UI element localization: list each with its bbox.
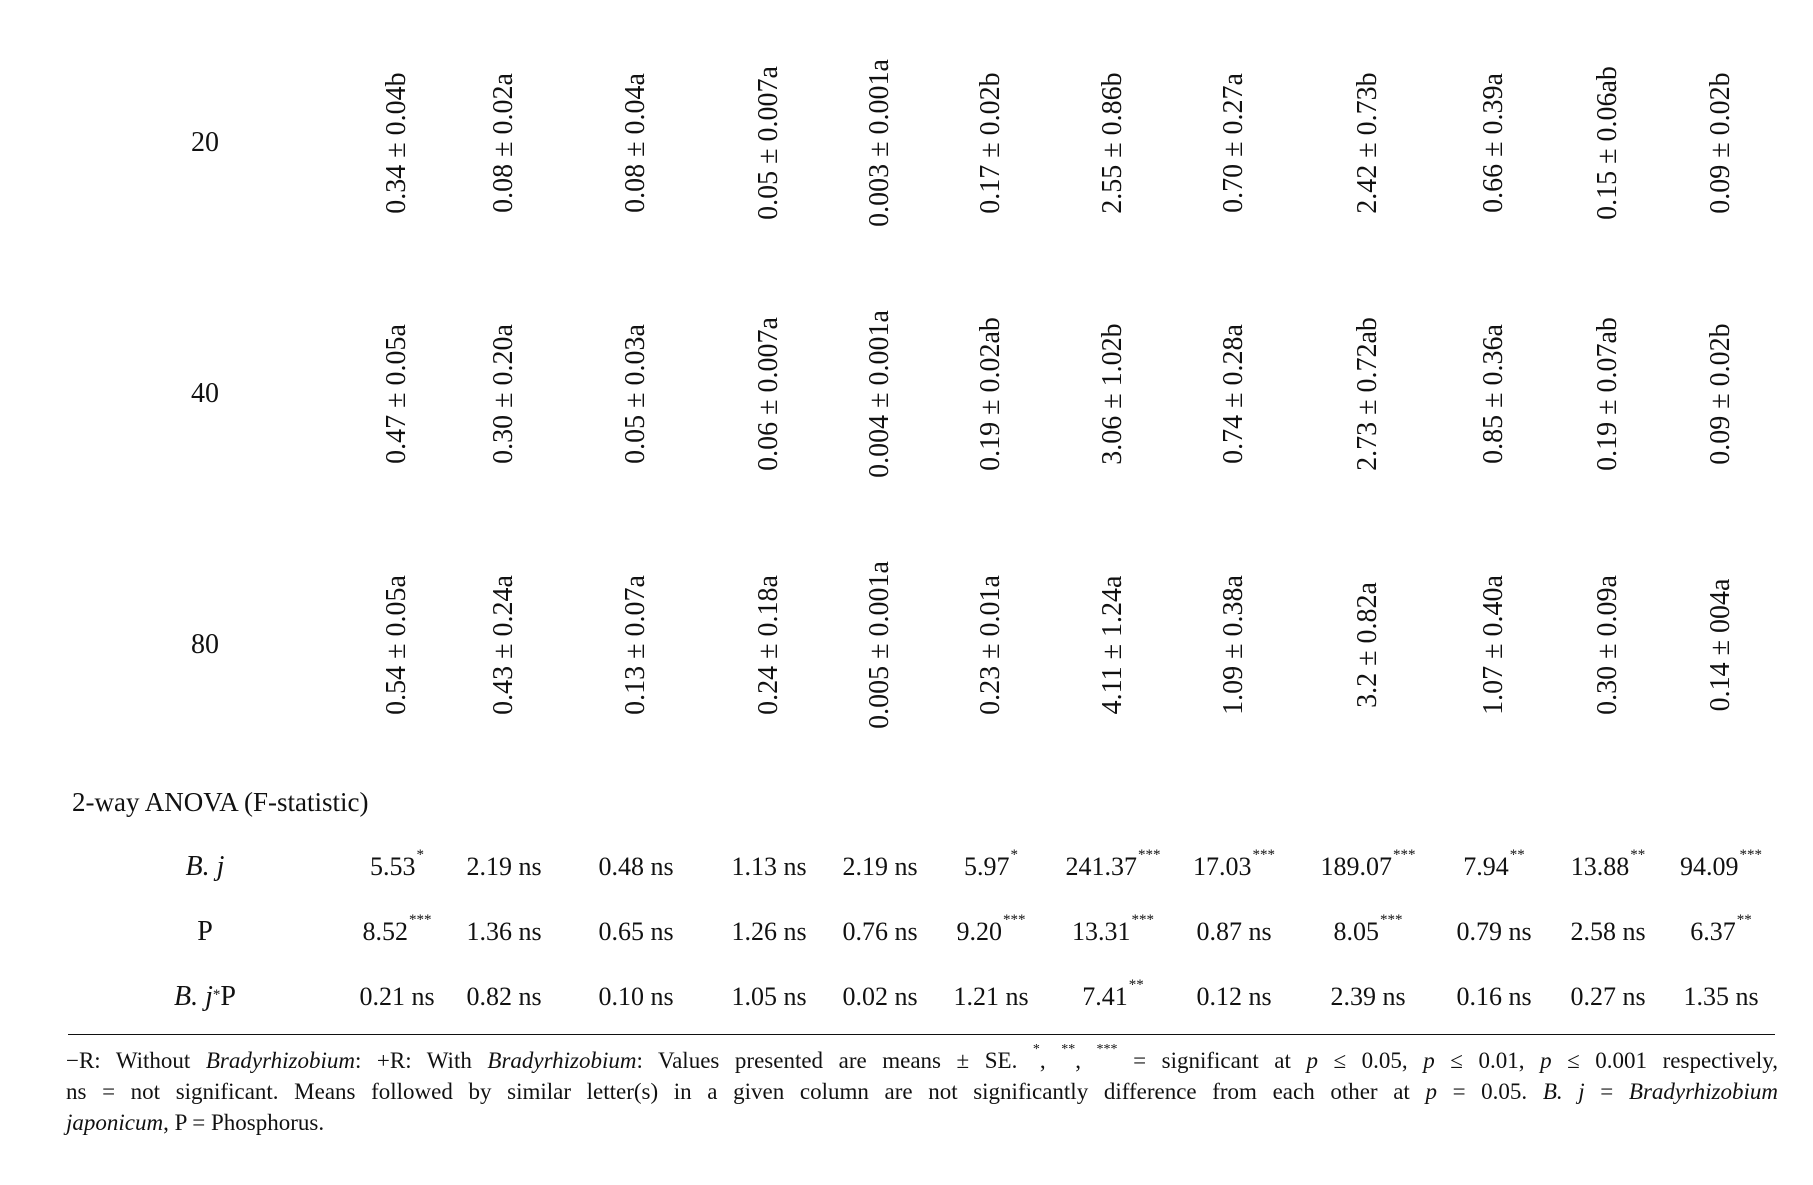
cell-value: 4.11 ± 1.24a	[1097, 575, 1128, 715]
anova-row-label	[150, 917, 260, 947]
footnote-text: −R: Without	[66, 1048, 206, 1073]
footnote-text: ≤ 0.01,	[1434, 1048, 1541, 1073]
anova-cell	[1193, 847, 1275, 882]
significance-mark: **	[1128, 977, 1144, 993]
anova-cell	[598, 852, 673, 882]
significance-mark: ***	[409, 912, 432, 928]
cell-value: 0.15 ± 0.06ab	[1592, 66, 1623, 220]
cell-value: 0.66 ± 0.39a	[1478, 73, 1509, 213]
cell-value: 1.07 ± 0.40a	[1478, 575, 1509, 715]
significance-mark: ***	[1003, 912, 1026, 928]
anova-cell	[953, 982, 1028, 1012]
f-value: 0.10 ns	[598, 982, 674, 1011]
cell-value: 0.70 ± 0.27a	[1218, 73, 1249, 213]
f-value: 9.20	[956, 917, 1002, 946]
cell-value: 0.08 ± 0.04a	[620, 73, 651, 213]
f-value: 0.27 ns	[1570, 982, 1646, 1011]
f-value: 0.76 ns	[842, 917, 918, 946]
cell-value: 3.06 ± 1.02b	[1097, 323, 1128, 465]
anova-cell	[466, 852, 541, 882]
f-value: 8.05	[1333, 917, 1379, 946]
cell-value: 0.06 ± 0.007a	[753, 317, 784, 471]
f-value: 1.05 ns	[731, 982, 807, 1011]
table-bottom-rule	[68, 1034, 1775, 1035]
cell-value: 0.30 ± 0.09a	[1592, 575, 1623, 715]
footnote-text: B. j	[1542, 1079, 1585, 1104]
anova-cell	[1320, 847, 1416, 882]
f-value: 1.26 ns	[731, 917, 807, 946]
f-value: 0.12 ns	[1196, 982, 1272, 1011]
cell-value: 0.19 ± 0.07ab	[1592, 317, 1623, 471]
footnote-text: ≤ 0.05,	[1317, 1048, 1424, 1073]
footnote-text: Bradyrhizobium	[487, 1048, 637, 1073]
anova-label-text: P	[197, 916, 213, 947]
anova-cell	[1065, 847, 1161, 882]
footnote-text: p	[1425, 1079, 1437, 1104]
anova-cell	[1082, 977, 1144, 1012]
significance-mark: **	[1736, 912, 1752, 928]
f-value: 241.37	[1065, 852, 1137, 881]
significance-mark: ***	[1380, 912, 1403, 928]
anova-cell	[731, 917, 806, 947]
anova-cell	[1196, 917, 1271, 947]
cell-value: 0.34 ± 0.04b	[381, 72, 412, 214]
level-label: 40	[191, 378, 219, 409]
cell-value: 2.42 ± 0.73b	[1352, 72, 1383, 214]
cell-value: 2.73 ± 0.72ab	[1352, 317, 1383, 471]
cell-value: 0.004 ± 0.001a	[864, 310, 895, 478]
f-value: 0.21 ns	[359, 982, 435, 1011]
anova-cell	[842, 982, 917, 1012]
anova-cell	[1570, 982, 1645, 1012]
f-value: 7.94	[1463, 852, 1509, 881]
f-value: 0.02 ns	[842, 982, 918, 1011]
f-value: 1.36 ns	[466, 917, 542, 946]
level-label: 80	[191, 629, 219, 660]
significance-mark: *	[416, 847, 424, 863]
cell-value: 0.17 ± 0.02b	[975, 72, 1006, 214]
cell-value: 0.85 ± 0.36a	[1478, 324, 1509, 464]
cell-value: 0.54 ± 0.05a	[381, 575, 412, 715]
cell-value: 0.24 ± 0.18a	[753, 575, 784, 715]
cell-value: 0.13 ± 0.07a	[620, 575, 651, 715]
cell-value: 0.19 ± 0.02ab	[975, 317, 1006, 471]
f-value: 2.19 ns	[466, 852, 542, 881]
cell-value: 0.43 ± 0.24a	[488, 575, 519, 715]
f-value: 2.58 ns	[1570, 917, 1646, 946]
cell-value: 0.14 ± 004a	[1705, 578, 1736, 712]
footnote-sup: **	[1061, 1042, 1076, 1057]
anova-cell	[956, 912, 1026, 947]
f-value: 6.37	[1690, 917, 1736, 946]
significance-mark: **	[1509, 847, 1525, 863]
f-value: 2.39 ns	[1330, 982, 1406, 1011]
anova-cell	[1333, 912, 1403, 947]
anova-cell	[1456, 982, 1531, 1012]
footnote-text: : +R: With	[354, 1048, 488, 1073]
f-value: 5.97	[964, 852, 1010, 881]
cell-value: 0.30 ± 0.20a	[488, 324, 519, 464]
f-value: 8.52	[362, 917, 408, 946]
cell-value: 0.003 ± 0.001a	[864, 59, 895, 227]
anova-cell	[1072, 912, 1154, 947]
footnote-text: p	[1540, 1048, 1552, 1073]
anova-cell	[1463, 847, 1525, 882]
cell-value: 0.005 ± 0.001a	[864, 561, 895, 729]
anova-label-sup: *	[212, 987, 221, 1003]
significance-mark: **	[1630, 847, 1646, 863]
anova-cell	[964, 847, 1018, 882]
cell-value: 0.74 ± 0.28a	[1218, 324, 1249, 464]
f-value: 2.19 ns	[842, 852, 918, 881]
cell-value: 0.09 ± 0.02b	[1705, 323, 1736, 465]
f-value: 17.03	[1193, 852, 1252, 881]
anova-cell	[370, 847, 424, 882]
anova-cell	[1456, 917, 1531, 947]
footnote-sup: ***	[1096, 1042, 1118, 1057]
anova-cell	[1196, 982, 1271, 1012]
footnote-text: = significant at	[1117, 1048, 1307, 1073]
significance-mark: ***	[1138, 847, 1161, 863]
significance-mark: ***	[1252, 847, 1275, 863]
anova-label-text: B. j	[174, 981, 213, 1012]
anova-cell	[362, 912, 432, 947]
anova-row-label	[150, 982, 260, 1012]
footnote-text: ≤ 0.001 respectively,	[1551, 1048, 1778, 1073]
f-value: 0.16 ns	[1456, 982, 1532, 1011]
anova-cell	[466, 982, 541, 1012]
footnote-text: ns = not significant. Means followed by similar letter(s) in a given column are not significantly difference from each other at	[66, 1079, 1426, 1104]
cell-value: 0.08 ± 0.02a	[488, 73, 519, 213]
significance-mark: ***	[1393, 847, 1416, 863]
footnote-text: Bradyrhizobium	[1628, 1079, 1778, 1104]
f-value: 0.79 ns	[1456, 917, 1532, 946]
f-value: 7.41	[1082, 982, 1128, 1011]
anova-row-label	[150, 852, 260, 882]
f-value: 1.13 ns	[731, 852, 807, 881]
anova-label-text: B. j	[185, 851, 225, 882]
f-value: 5.53	[370, 852, 416, 881]
anova-cell	[1570, 917, 1645, 947]
cell-value: 0.23 ± 0.01a	[975, 575, 1006, 715]
anova-cell	[731, 982, 806, 1012]
footnote-sup: *	[1032, 1042, 1040, 1057]
footnote-text: =	[1584, 1079, 1629, 1104]
footnote-text: ,	[1039, 1048, 1062, 1073]
footnote-line	[66, 1042, 1778, 1076]
cell-value: 1.09 ± 0.38a	[1218, 575, 1249, 715]
footnote-text: p	[1423, 1048, 1435, 1073]
significance-mark: ***	[1739, 847, 1762, 863]
cell-value: 0.47 ± 0.05a	[381, 324, 412, 464]
f-value: 0.48 ns	[598, 852, 674, 881]
cell-value: 3.2 ± 0.82a	[1352, 582, 1383, 708]
f-value: 0.82 ns	[466, 982, 542, 1011]
anova-cell	[1570, 847, 1646, 882]
significance-mark: ***	[1131, 912, 1154, 928]
footnote-text: p	[1306, 1048, 1318, 1073]
anova-heading: 2-way ANOVA (F-statistic)	[72, 787, 369, 817]
anova-cell	[598, 982, 673, 1012]
anova-cell	[842, 917, 917, 947]
f-value: 13.88	[1570, 852, 1630, 881]
footnote-text: japonicum	[66, 1110, 164, 1135]
f-value: 94.09	[1680, 852, 1739, 881]
footnote-text: ,	[1075, 1048, 1097, 1073]
anova-cell	[598, 917, 673, 947]
anova-label-text: P	[220, 981, 236, 1012]
footnote-text: : Values presented are means ± SE.	[636, 1048, 1033, 1073]
anova-cell	[466, 917, 541, 947]
level-label: 20	[191, 127, 219, 158]
f-value: 0.65 ns	[598, 917, 674, 946]
cell-value: 0.05 ± 0.03a	[620, 324, 651, 464]
cell-value: 0.09 ± 0.02b	[1705, 72, 1736, 214]
table-footnote	[66, 1042, 1778, 1138]
anova-cell	[1683, 982, 1758, 1012]
anova-cell	[842, 852, 917, 882]
anova-cell	[1690, 912, 1752, 947]
f-value: 1.35 ns	[1683, 982, 1759, 1011]
anova-cell	[1680, 847, 1762, 882]
anova-cell	[731, 852, 806, 882]
footnote-text: Bradyrhizobium	[205, 1048, 355, 1073]
f-value: 13.31	[1072, 917, 1131, 946]
footnote-line	[66, 1107, 1778, 1138]
f-value: 1.21 ns	[953, 982, 1029, 1011]
anova-cell	[359, 982, 434, 1012]
cell-value: 2.55 ± 0.86b	[1097, 72, 1128, 214]
footnote-line	[66, 1076, 1778, 1107]
f-value: 189.07	[1320, 852, 1392, 881]
footnote-text: , P = Phosphorus.	[163, 1110, 325, 1135]
f-value: 0.87 ns	[1196, 917, 1272, 946]
significance-mark: *	[1010, 847, 1018, 863]
footnote-text: = 0.05.	[1436, 1079, 1543, 1104]
cell-value: 0.05 ± 0.007a	[753, 66, 784, 220]
anova-cell	[1330, 982, 1405, 1012]
